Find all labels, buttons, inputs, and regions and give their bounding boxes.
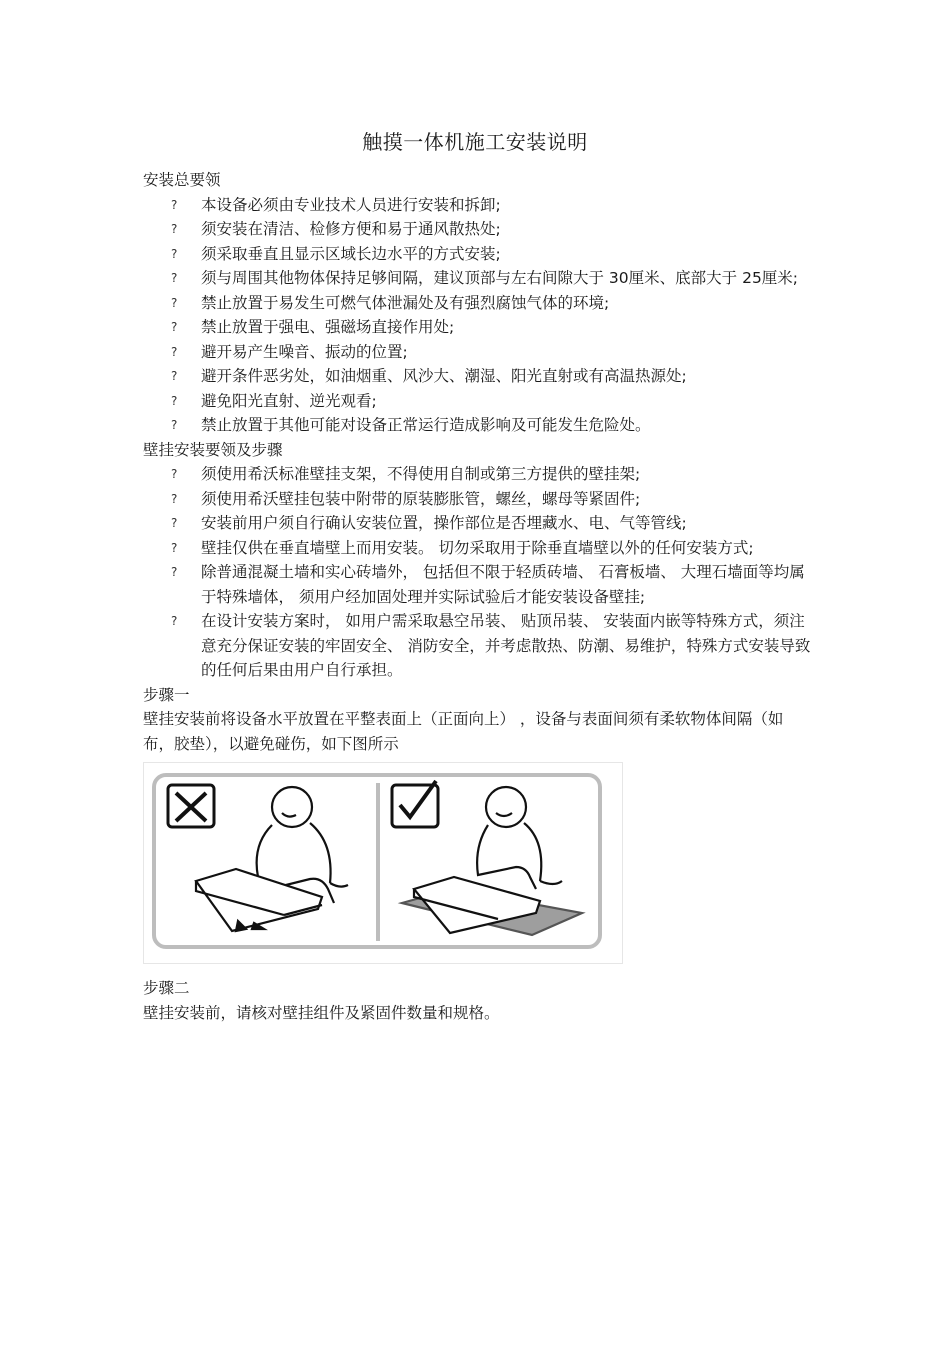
list-item: ? 在设计安装方案时， 如用户需采取悬空吊装、 贴顶吊装、 安装面内嵌等特殊方式，须注意充分保证安装的牢固安全、 消防安全，并考虑散热、防潮、易维护，特殊方式安装导致的任何后果由用户自行承担。	[171, 612, 811, 679]
list-item: ? 须使用希沃壁挂包装中附带的原装膨胀管，螺丝，螺母等紧固件;	[171, 489, 641, 508]
list-item: ? 除普通混凝土墙和实心砖墙外， 包括但不限于轻质砖墙、 石膏板墙、 大理石墙面等均属于特殊墙体， 须用户经加固处理并实际试验后才能安装设备壁挂;	[171, 563, 805, 606]
list-item: ? 本设备必须由专业技术人员进行安装和拆卸;	[171, 195, 501, 214]
list-item: ? 避免阳光直射、逆光观看;	[171, 391, 377, 410]
wall-mount-requirements-list	[143, 462, 813, 683]
list-item: ? 安装前用户须自行确认安装位置，操作部位是否埋藏水、电、气等管线;	[171, 514, 687, 532]
cross-icon	[168, 785, 214, 827]
list-item: ? 避开易产生噪音、振动的位置;	[171, 342, 408, 361]
placement-illustration	[143, 762, 623, 964]
placement-illustration-svg	[144, 763, 624, 965]
list-item: ? 须采取垂直且显示区域长边水平的方式安装;	[171, 244, 501, 263]
step-one-text: 壁挂安装前将设备水平放置在平整表面上（正面向上） ，设备与表面间须有柔软物体间隔（如布，胶垫），以避免碰伤，如下图所示	[143, 710, 784, 753]
step-two-text: 壁挂安装前，请核对壁挂组件及紧固件数量和规格。	[143, 1003, 500, 1022]
list-item: ? 禁止放置于易发生可燃气体泄漏处及有强烈腐蚀气体的环境;	[171, 293, 610, 312]
section-heading-general: 安装总要领	[143, 171, 221, 189]
list-item: ? 须与周围其他物体保持足够间隔，建议顶部与左右间隙大于 30厘米、底部大于 25厘米;	[171, 269, 799, 287]
step-one-heading: 步骤一	[143, 685, 190, 704]
section-heading-wall-mount: 壁挂安装要领及步骤	[143, 440, 283, 459]
list-item: ? 须使用希沃标准壁挂支架，不得使用自制或第三方提供的壁挂架;	[171, 465, 641, 483]
list-item: ? 壁挂仅供在垂直墙壁上而用安装。 切勿采取用于除垂直墙壁以外的任何安装方式;	[171, 538, 754, 557]
page-title: 触摸一体机施工安装说明	[362, 130, 588, 154]
list-item: ? 禁止放置于其他可能对设备正常运行造成影响及可能发生危险处。	[171, 416, 651, 434]
general-requirements-list	[143, 193, 813, 438]
wrong-placement-figure	[196, 787, 348, 931]
list-item: ? 避开条件恶劣处，如油烟重、风沙大、潮湿、阳光直射或有高温热源处;	[171, 367, 687, 385]
document-content	[143, 168, 813, 1025]
list-item: ? 须安装在清洁、检修方便和易于通风散热处;	[171, 220, 501, 238]
step-two-heading: 步骤二	[143, 979, 190, 997]
check-icon	[392, 781, 438, 827]
list-item: ? 禁止放置于强电、强磁场直接作用处;	[171, 318, 455, 336]
